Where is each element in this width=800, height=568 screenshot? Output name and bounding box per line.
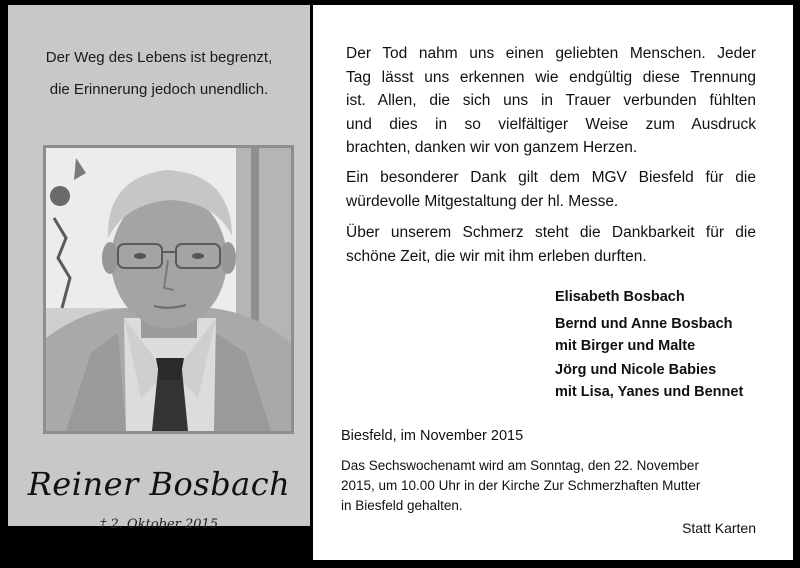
motto-line-1: Der Weg des Lebens ist begrenzt,	[45, 49, 273, 66]
service-line: Das Sechswochenamt wird am Sonntag, den 22. November	[341, 458, 699, 473]
death-date: † 2. Oktober 2015	[99, 517, 219, 532]
text-line: schöne Zeit, die wir mit ihm erleben durften.	[346, 247, 647, 265]
text-line: und dies in so vielfältiger Weise zum Ausdruck	[346, 115, 756, 133]
portrait-photo	[46, 148, 291, 431]
text-line: brachten, danken wir von ganzem Herzen.	[346, 139, 638, 156]
place-date: Biesfeld, im November 2015	[341, 428, 524, 444]
service-line: in Biesfeld gehalten.	[341, 498, 463, 513]
deceased-name: Reiner Bosbach	[27, 465, 291, 503]
family-entry	[555, 359, 743, 403]
service-line: 2015, um 10.00 Uhr in der Kirche Zur Schmerzhaften Mutter	[341, 478, 701, 493]
service-announcement	[341, 456, 757, 516]
family-line: Bernd und Anne Bosbach	[555, 316, 733, 332]
motto-line-2: die Erinnerung jedoch unendlich.	[49, 81, 269, 98]
portrait-illustration	[46, 148, 291, 431]
portrait-frame	[43, 145, 294, 434]
text-line: Ein besonderer Dank gilt dem MGV Biesfeld für die	[346, 169, 756, 186]
gratitude-paragraph	[346, 221, 756, 268]
family-entry	[555, 286, 685, 308]
text-line: würdevolle Mitgestaltung der hl. Messe.	[346, 192, 619, 210]
text-line: Tag lässt uns erkennen wie endgültig diese Trennung	[346, 68, 756, 86]
family-line: mit Birger und Malte	[555, 338, 696, 354]
text-line: Der Tod nahm uns einen geliebten Menschen. Jeder	[346, 45, 756, 62]
memorial-right-panel	[313, 5, 793, 560]
memorial-left-panel	[8, 5, 310, 532]
text-line: ist. Allen, die sich uns in Trauer verbunden fühlten	[346, 92, 756, 109]
family-line: Jörg und Nicole Babies	[555, 362, 717, 378]
family-line: Elisabeth Bosbach	[555, 289, 685, 305]
family-line: mit Lisa, Yanes und Bennet	[555, 384, 744, 400]
text-line: Über unserem Schmerz steht die Dankbarkeit für die	[346, 224, 756, 241]
family-entry	[555, 313, 733, 357]
thanks-paragraph	[346, 42, 756, 160]
statt-karten-note: Statt Karten	[682, 520, 756, 536]
choir-thanks-paragraph	[346, 166, 756, 213]
